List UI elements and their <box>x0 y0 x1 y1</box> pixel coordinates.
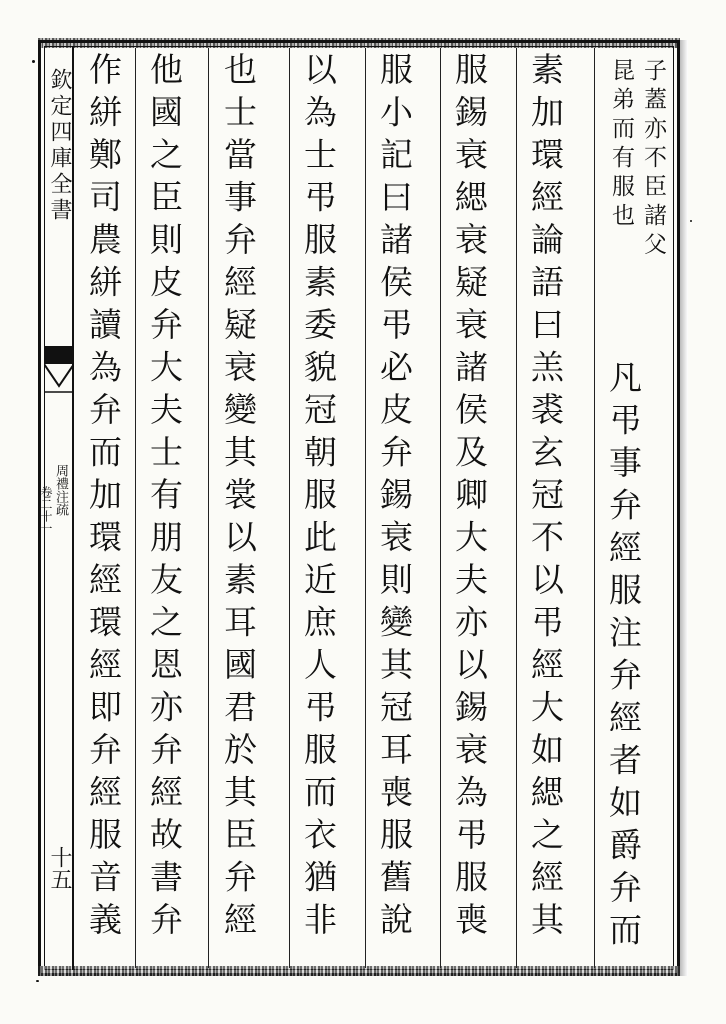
text-column-1a: 子蓋亦不臣諸父 <box>640 58 666 261</box>
column-rule <box>594 48 595 968</box>
text-column-3: 服錫衰緦衰疑衰諸侯及卿大夫亦以錫衰為弔服喪 <box>450 52 489 945</box>
column-rule <box>135 48 136 968</box>
column-rule <box>289 48 290 968</box>
column-rule <box>208 48 209 968</box>
book-title: 周禮注疏 <box>53 464 68 516</box>
text-column-1b: 昆弟而有服也 <box>608 58 634 232</box>
text-column-2: 素加環經論語曰羔裘玄冠不以弔經大如緦之經其 <box>526 52 565 945</box>
column-rule <box>365 48 366 968</box>
margin-column <box>39 46 74 970</box>
text-column-4: 服小記曰諸侯弔必皮弁錫衰則變其冠耳喪服舊說 <box>375 52 414 945</box>
text-column-6: 也士當事弁經疑衰變其裳以素耳國君於其臣弁經 <box>219 52 258 945</box>
column-rule <box>440 48 441 968</box>
text-column-7: 他國之臣則皮弁大夫士有朋友之恩亦弁經故書弁 <box>145 52 184 945</box>
text-column-8: 作絣鄭司農絣讀為弁而加環經環經即弁經服音義 <box>84 52 123 945</box>
column-rule <box>516 48 517 968</box>
text-column-5: 以為士弔服素委貌冠朝服此近庶人弔服而衣猶非 <box>299 52 338 945</box>
scan-speck <box>690 220 692 222</box>
page-number: 十五 <box>47 846 72 890</box>
text-column-1c: 凡弔事弁經服注弁經者如爵弁而 <box>604 360 643 955</box>
scan-speck <box>36 980 39 982</box>
fishtail-mark-icon <box>44 346 74 394</box>
scan-speck <box>32 60 35 63</box>
volume-number: 卷二十一 <box>39 486 53 534</box>
page-gutter-shadow <box>680 40 688 976</box>
collection-title: 欽定四庫全書 <box>47 68 72 224</box>
